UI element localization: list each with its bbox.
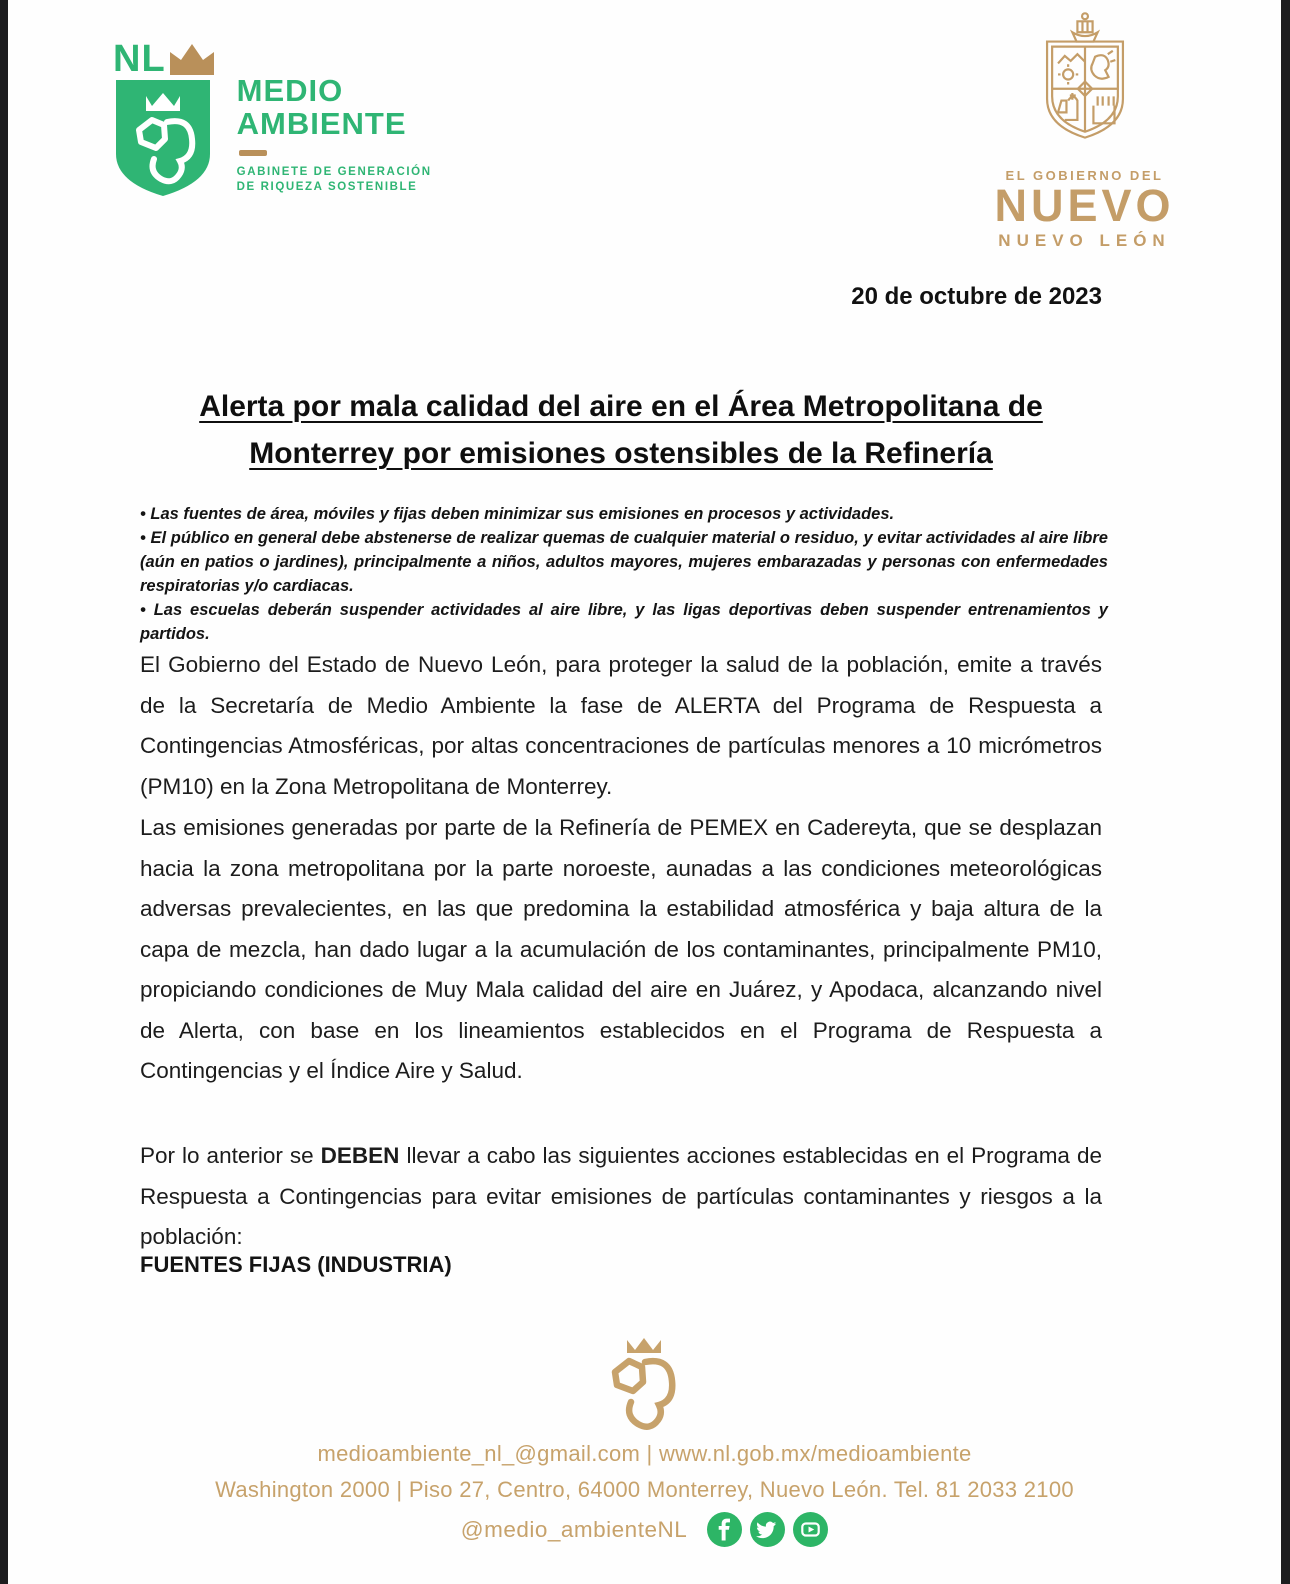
advisory-bullets [140, 502, 1108, 646]
gabinete-subtitle-line2: DE RIQUEZA SOSTENIBLE [236, 181, 418, 193]
action-paragraph-after: llevar a cabo las siguientes acciones establecidas en el Programa de Respuesta a Contingencias para evitar emisiones de partículas contaminantes y riesgos a la población: [140, 1143, 1102, 1249]
facebook-icon [707, 1512, 742, 1547]
crown-icon [169, 43, 215, 76]
footer-social-row [8, 1512, 1281, 1547]
footer-contact-line: medioambiente_nl_@gmail.com | www.nl.gob.mx/medioambiente [317, 1441, 972, 1466]
footer-address-line: Washington 2000 | Piso 27, Centro, 64000 Monterrey, Nuevo León. Tel. 81 2033 2100 [215, 1477, 1074, 1502]
twitter-icon [750, 1512, 785, 1547]
bullet-item: • El público en general debe abstenerse de realizar quemas de cualquier material o residuo, y evitar actividades al aire libre (aún en patios o jardines), principalmente a niños, adultos mayores, mujeres embarazadas y personas con enfermedades respiratorias y/o cardiacas. [140, 529, 1108, 595]
footer-lion-icon [597, 1328, 693, 1432]
left-edge-bar [0, 0, 8, 1584]
section-heading-fuentes-fijas: FUENTES FIJAS (INDUSTRIA) [140, 1252, 452, 1277]
nl-wordmark: NL [113, 38, 166, 80]
gabinete-subtitle-line1: GABINETE DE GENERACIÓN [236, 166, 432, 178]
gold-dash-icon [239, 150, 267, 156]
bullet-item: • Las fuentes de área, móviles y fijas deben minimizar sus emisiones en procesos y actividades. [140, 505, 895, 523]
youtube-icon [793, 1512, 828, 1547]
medio-ambiente-logo [113, 38, 432, 198]
document-title [140, 383, 1102, 477]
medio-ambiente-title-line2: AMBIENTE [236, 106, 407, 141]
nl-lion-shield-icon [113, 78, 213, 198]
crest-caption-top: EL GOBIERNO DEL [1005, 168, 1164, 183]
footer [8, 1328, 1281, 1547]
action-paragraph-bold: DEBEN [320, 1143, 400, 1168]
document-date: 20 de octubre de 2023 [851, 283, 1102, 310]
nuevo-leon-crest [982, 8, 1187, 251]
body-paragraph-alert: El Gobierno del Estado de Nuevo León, para proteger la salud de la población, emite a través de la Secretaría de Medio Ambiente la fase de ALERTA del Programa de Respuesta a Contingencias Atmosféricas, por altas concentraciones de partículas menores a 10 micrómetros (PM10) en la Zona Metropolitana de Monterrey. [140, 652, 1102, 799]
footer-social-handle: @medio_ambienteNL [460, 1516, 688, 1542]
action-paragraph [140, 1136, 1102, 1258]
coat-of-arms-icon [1026, 8, 1144, 156]
right-edge-bar [1281, 0, 1290, 1584]
crest-wordmark: NUEVO [994, 180, 1175, 231]
document-title-text: Alerta por mala calidad del aire en el Área Metropolitana de Monterrey por emisiones ostensibles de la Refinería [199, 390, 1043, 470]
body-paragraph-emissions: Las emisiones generadas por parte de la Refinería de PEMEX en Cadereyta, que se desplazan hacia la zona metropolitana por la parte noroeste, aunadas a las condiciones meteorológicas adversas prevalecientes, en las que predomina la estabilidad atmosférica y baja altura de la capa de mezcla, han dado lugar a la acumulación de los contaminantes, principalmente PM10, propiciando condiciones de Muy Mala calidad del aire en Juárez, y Apodaca, alcanzando nivel de Alerta, con base en los lineamientos establecidos en el Programa de Respuesta a Contingencias y el Índice Aire y Salud. [140, 815, 1102, 1083]
bullet-item: • Las escuelas deberán suspender actividades al aire libre, y las ligas deportivas deben suspender entrenamientos y partidos. [140, 601, 1108, 643]
crest-caption-bottom: NUEVO LEÓN [998, 231, 1171, 250]
action-paragraph-before: Por lo anterior se [140, 1143, 321, 1168]
medio-ambiente-title-line1: MEDIO [236, 73, 344, 108]
